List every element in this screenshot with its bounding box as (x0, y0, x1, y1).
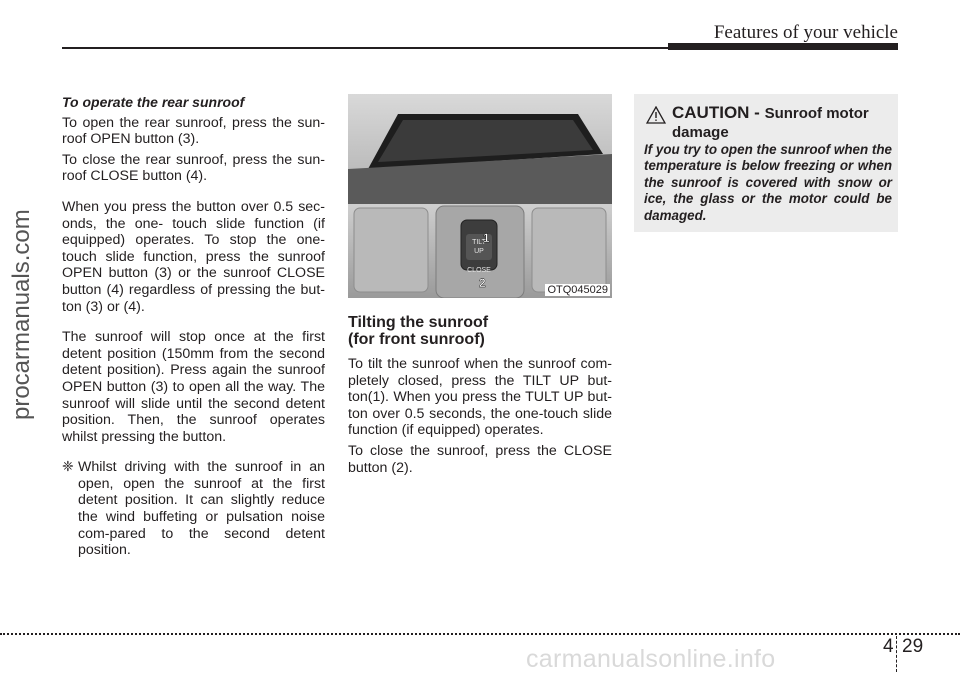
header-rule (62, 47, 668, 49)
footer-rule (0, 633, 960, 635)
left-map-lamp (354, 208, 428, 292)
tilt-paragraph: To tilt the sunroof when the sunroof com-pletely closed, press the TILT UP but-ton(1). When you press the TULT UP but-ton over 0.5 seconds, the one-touch slide function (if equipped) operates. (348, 356, 612, 439)
tilt-up-label: TILT (472, 239, 486, 246)
callout-1: 1 (483, 231, 490, 245)
tilting-heading-line1: Tilting the sunroof (348, 314, 489, 331)
caution-word: CAUTION - (672, 103, 760, 122)
close-paragraph: To close the sunroof, press the CLOSE button (2). (348, 442, 612, 476)
left-column (62, 94, 325, 559)
figure-code: OTQ045029 (547, 284, 608, 296)
caution-title (672, 104, 892, 142)
chapter-number: 4 (883, 636, 894, 657)
caution-box (634, 94, 898, 232)
note-mark: ❈ (62, 459, 74, 476)
warning-triangle-icon (646, 106, 666, 124)
side-watermark[interactable]: procarmanuals.com (8, 209, 35, 420)
bottom-watermark[interactable]: carmanualsonline.info (526, 645, 776, 673)
close-label: CLOSE (467, 267, 491, 274)
right-map-lamp (532, 208, 606, 292)
overhead-console-illustration (348, 94, 612, 298)
driving-note (62, 459, 325, 559)
tilting-heading-line2: (for front sunroof) (348, 331, 485, 348)
sunroof-switch-photo (348, 94, 612, 298)
caution-subject: Sunroof motor damage (672, 105, 869, 141)
rear-sunroof-subheading: To operate the rear sunroof (62, 94, 245, 110)
rear-close-paragraph: To close the rear sunroof, press the sun-roof CLOSE button (4). (62, 151, 325, 185)
page-number: 29 (902, 636, 924, 657)
rear-open-paragraph: To open the rear sunroof, press the sun-roof OPEN button (3). (62, 114, 325, 148)
note-text: Whilst driving with the sunroof in an open, open the sunroof at the first detent position. It can slightly reduce the wind buffeting or pulsation noise com-pared to the second detent position. (78, 459, 325, 559)
middle-column (348, 306, 612, 480)
header-bar (668, 43, 898, 50)
one-touch-paragraph: When you press the button over 0.5 sec-onds, the one- touch slide function (if equipped) operates. To stop the one-touch slide function, press the sunroof OPEN button (3) or the sunroof CLOSE button (4) regardless of pressing the but-ton (3) or (4). (62, 198, 325, 315)
svg-text:UP: UP (474, 248, 484, 255)
detent-paragraph: The sunroof will stop once at the first detent position (150mm from the second detent position). Press again the sunroof OPEN button (3) to open all the way. The sunroof will slide until the second detent position. Then, the sunroof operates whilst pressing the button. (62, 329, 325, 445)
header-title: Features of your vehicle (713, 22, 898, 43)
tilting-heading (348, 314, 612, 348)
page-divider (896, 636, 897, 672)
caution-body: If you try to open the sunroof when the temperature is below freezing or when the sunroof is covered with snow or ice, the glass or the motor could be damaged. (644, 142, 892, 223)
callout-2: 2 (479, 276, 486, 290)
